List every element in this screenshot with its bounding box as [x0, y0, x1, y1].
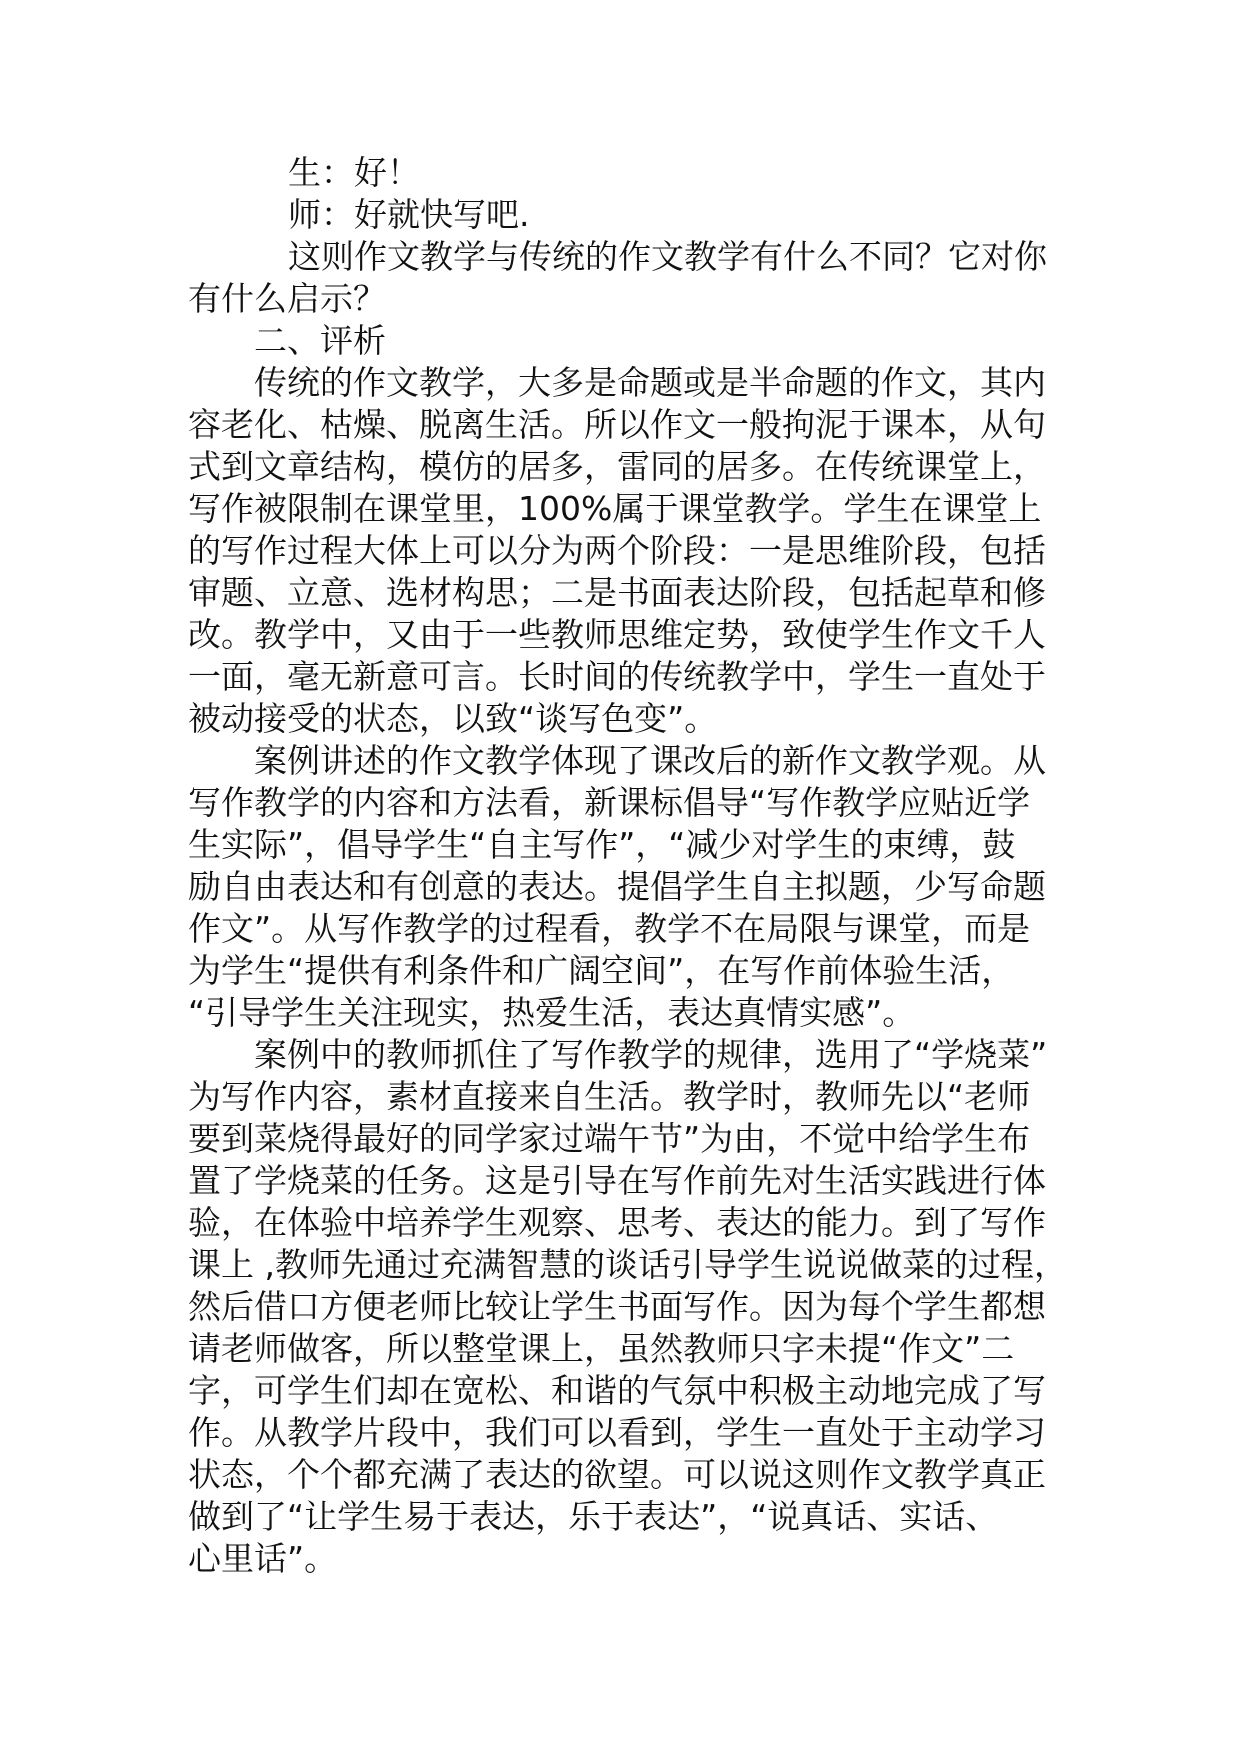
paragraph-line: 作文”。从写作教学的过程看，教学不在局限与课堂，而是 [188, 909, 1031, 948]
paragraph-new-teaching [188, 740, 1054, 1034]
paragraph-line: “引导学生关注现实，热爱生活，表达真情实感”。 [188, 993, 916, 1032]
paragraph-line: 案例讲述的作文教学体现了课改后的新作文教学观。从 [254, 741, 1046, 780]
dialogue-line-student: 生：好！ [288, 153, 420, 192]
dialogue-line-teacher: 师：好就快写吧. [288, 195, 530, 234]
paragraph-line: 置了学烧菜的任务。这是引导在写作前先对生活实践进行体 [188, 1161, 1046, 1200]
paragraph-line: 传统的作文教学，大多是命题或是半命题的作文，其内 [254, 363, 1046, 402]
paragraph-line: 被动接受的状态，以致“谈写色变”。 [188, 699, 718, 738]
question-line-continued: 有什么启示？ [188, 279, 386, 318]
paragraph-line: 容老化、枯燥、脱离生活。所以作文一般拘泥于课本，从句 [188, 405, 1046, 444]
paragraph-line: 为写作内容，素材直接来自生活。教学时，教师先以“老师 [188, 1077, 1031, 1116]
paragraph-line: 验，在体验中培养学生观察、思考、表达的能力。到了写作 [188, 1203, 1046, 1242]
document-page [188, 152, 1067, 1580]
paragraph-line: 写作被限制在课堂里，100%属于课堂教学。学生在课堂上 [188, 489, 1042, 528]
paragraph-line: 字，可学生们却在宽松、和谐的气氛中积极主动地完成了写 [188, 1371, 1046, 1410]
paragraph-line: 一面，毫无新意可言。长时间的传统教学中，学生一直处于 [188, 657, 1046, 696]
paragraph-line: 励自由表达和有创意的表达。提倡学生自主拟题，少写命题 [188, 867, 1046, 906]
paragraph-line: 然后借口方便老师比较让学生书面写作。因为每个学生都想 [188, 1287, 1046, 1326]
paragraph-line: 式到文章结构，模仿的居多，雷同的居多。在传统课堂上， [188, 447, 1046, 486]
paragraph-line: 生实际”，倡导学生“自主写作”，“减少对学生的束缚，鼓 [188, 825, 1016, 864]
paragraph-traditional [188, 362, 1054, 740]
section-heading: 二、评析 [254, 321, 386, 360]
paragraph-line: 改。教学中，又由于一些教师思维定势，致使学生作文千人 [188, 615, 1046, 654]
paragraph-line: 的写作过程大体上可以分为两个阶段：一是思维阶段，包括 [188, 531, 1046, 570]
paragraph-case-analysis [188, 1034, 1067, 1580]
paragraph-line: 要到菜烧得最好的同学家过端午节”为由，不觉中给学生布 [188, 1119, 1031, 1158]
paragraph-line: 为学生“提供有利条件和广阔空间”，在写作前体验生活， [188, 951, 1015, 990]
paragraph-line: 案例中的教师抓住了写作教学的规律，选用了“学烧菜” [254, 1035, 1048, 1074]
paragraph-line: 写作教学的内容和方法看，新课标倡导“写作教学应贴近学 [188, 783, 1031, 822]
paragraph-line: 作。从教学片段中，我们可以看到，学生一直处于主动学习 [188, 1413, 1046, 1452]
paragraph-line: 课上 ,教师先通过充满智慧的谈话引导学生说说做菜的过程， [188, 1245, 1067, 1284]
paragraph-line: 做到了“让学生易于表达，乐于表达”，“说真话、实话、 [188, 1497, 999, 1536]
paragraph-line: 请老师做客，所以整堂课上，虽然教师只字未提“作文”二 [188, 1329, 1015, 1368]
paragraph-line: 心里话”。 [188, 1539, 338, 1578]
question-line: 这则作文教学与传统的作文教学有什么不同？它对你 [288, 237, 1047, 276]
paragraph-line: 审题、立意、选材构思；二是书面表达阶段，包括起草和修 [188, 573, 1046, 612]
paragraph-line: 状态，个个都充满了表达的欲望。可以说这则作文教学真正 [188, 1455, 1046, 1494]
